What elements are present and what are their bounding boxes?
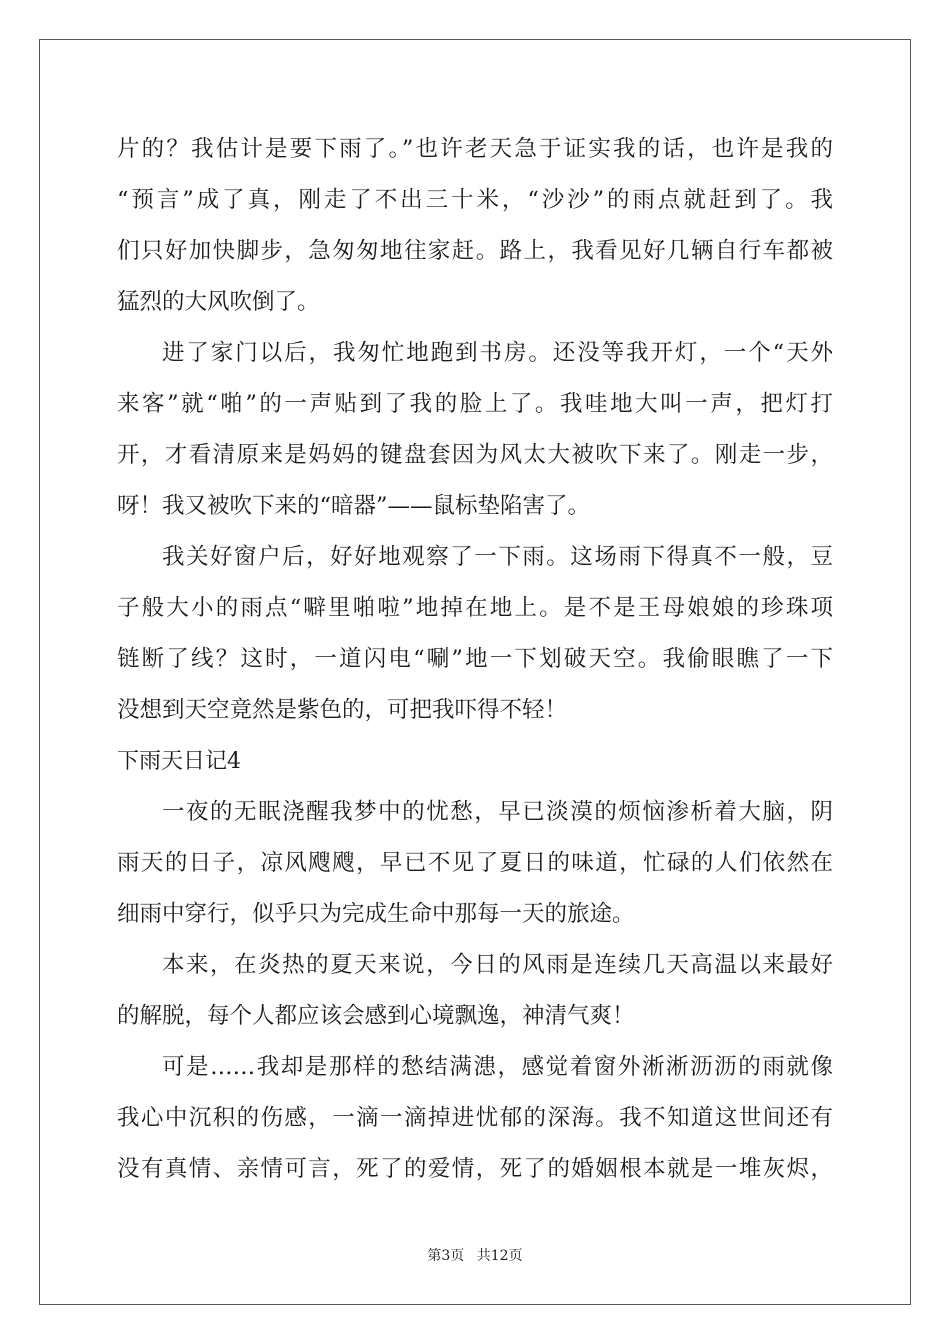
text-line: 子般大小的雨点“噼里啪啦”地掉在地上。是不是王母娘娘的珍珠项 [117, 595, 833, 621]
text-line: 我心中沉积的伤感，一滴一滴掉进忧郁的深海。我不知道这世间还有 [117, 1105, 833, 1131]
document-body [117, 124, 833, 1195]
text-line: 来客”就“啪”的一声贴到了我的脸上了。我哇地大叫一声，把灯打 [117, 391, 833, 417]
text-line: 一夜的无眠浇醒我梦中的忧愁，早已淡漠的烦恼渗析着大脑，阴 [162, 799, 833, 825]
text-line: 呀！我又被吹下来的“暗器”——鼠标垫陷害了。 [117, 493, 591, 519]
text-line: 没想到天空竟然是紫色的，可把我吓得不轻！ [117, 697, 568, 723]
text-line: 链断了线？这时，一道闪电“唰”地一下划破天空。我偷眼瞧了一下 [117, 646, 833, 672]
text-line: 我关好窗户后，好好地观察了一下雨。这场雨下得真不一般，豆 [162, 544, 833, 570]
page-footer [0, 1245, 950, 1265]
page-number-total: 共12页 [476, 1248, 523, 1264]
text-line: 可是……我却是那样的愁结满漶，感觉着窗外淅淅沥沥的雨就像 [162, 1054, 833, 1080]
text-line: 没有真情、亲情可言，死了的爱情，死了的婚姻根本就是一堆灰烬， [117, 1156, 833, 1182]
text-line: 们只好加快脚步，急匆匆地往家赶。路上，我看见好几辆自行车都被 [117, 238, 833, 264]
text-line: 雨天的日子，凉风飕飕，早已不见了夏日的味道，忙碌的人们依然在 [117, 850, 833, 876]
text-line: 的解脱，每个人都应该会感到心境飘逸，神清气爽！ [117, 1003, 635, 1029]
section-heading: 下雨天日记4 [117, 749, 241, 774]
text-line: 片的？我估计是要下雨了。”也许老天急于证实我的话，也许是我的 [117, 136, 833, 162]
text-line: 开，才看清原来是妈妈的键盘套因为风太大被吹下来了。刚走一步， [117, 442, 833, 468]
text-line: “预言”成了真，刚走了不出三十米，“沙沙”的雨点就赶到了。我 [117, 187, 833, 213]
page-number-current: 第3页 [427, 1248, 465, 1264]
text-line: 细雨中穿行，似乎只为完成生命中那每一天的旅途。 [117, 901, 635, 927]
text-line: 本来，在炎热的夏天来说，今日的风雨是连续几天高温以来最好 [162, 952, 833, 978]
text-line: 猛烈的大风吹倒了。 [117, 289, 320, 315]
text-line: 进了家门以后，我匆忙地跑到书房。还没等我开灯，一个“天外 [162, 340, 833, 366]
